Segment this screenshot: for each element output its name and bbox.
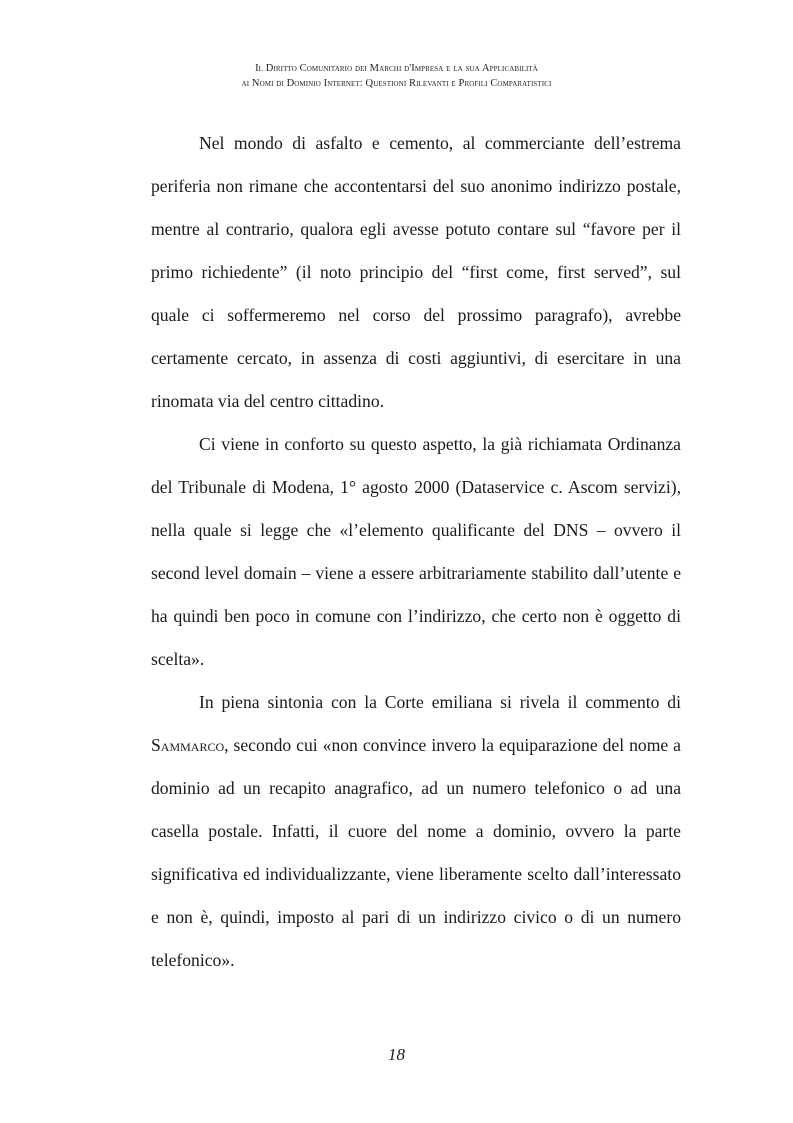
paragraph-2: Ci viene in conforto su questo aspetto, la già richiamata Ordinanza del Tribunale di Modena, 1° agosto 2000 (Dataservice c. Ascom servizi), nella quale si legge che «l’elemento qualificante del DNS – ovvero il second level domain – viene a essere arbitrariamente stabilito dall’utente e ha quindi ben poco in comune con l’indirizzo, che certo non è oggetto di scelta». xyxy=(151,434,681,669)
paragraph-1: Nel mondo di asfalto e cemento, al commerciante dell’estrema periferia non rimane che accontentarsi del suo anonimo indirizzo postale, mentre al contrario, qualora egli avesse potuto contare sul “favore per il primo richiedente” (il noto principio del “first come, first served”, sul quale ci soffermeremo nel corso del prossimo paragrafo), avrebbe certamente cercato, in assenza di costi aggiuntivi, di esercitare in una rinomata via del centro cittadino. xyxy=(151,133,681,411)
running-header-line-2: ai Nomi di Dominio Internet: Questioni Rilevanti e Profili Comparatistici xyxy=(241,78,552,89)
paragraph-3 xyxy=(151,681,681,982)
cited-author: Sammarco xyxy=(151,735,225,755)
page-number: 18 xyxy=(388,1045,405,1064)
body-text xyxy=(151,122,681,982)
running-header xyxy=(0,61,793,91)
paragraph-3-rest: , secondo cui «non convince invero la equiparazione del nome a dominio ad un recapito anagrafico, ad un numero telefonico o ad una casella postale. Infatti, il cuore del nome a dominio, ovvero la parte significativa ed individualizzante, viene liberamente scelto dall’interessato e non è, quindi, imposto al pari di un indirizzo civico o di un numero telefonico». xyxy=(151,735,681,970)
running-header-line-1: Il Diritto Comunitario dei Marchi d'Impresa e la sua Applicabilità xyxy=(255,63,538,74)
paragraph-3-lead: In piena sintonia con la Corte emiliana si rivela il commento di xyxy=(199,692,681,712)
